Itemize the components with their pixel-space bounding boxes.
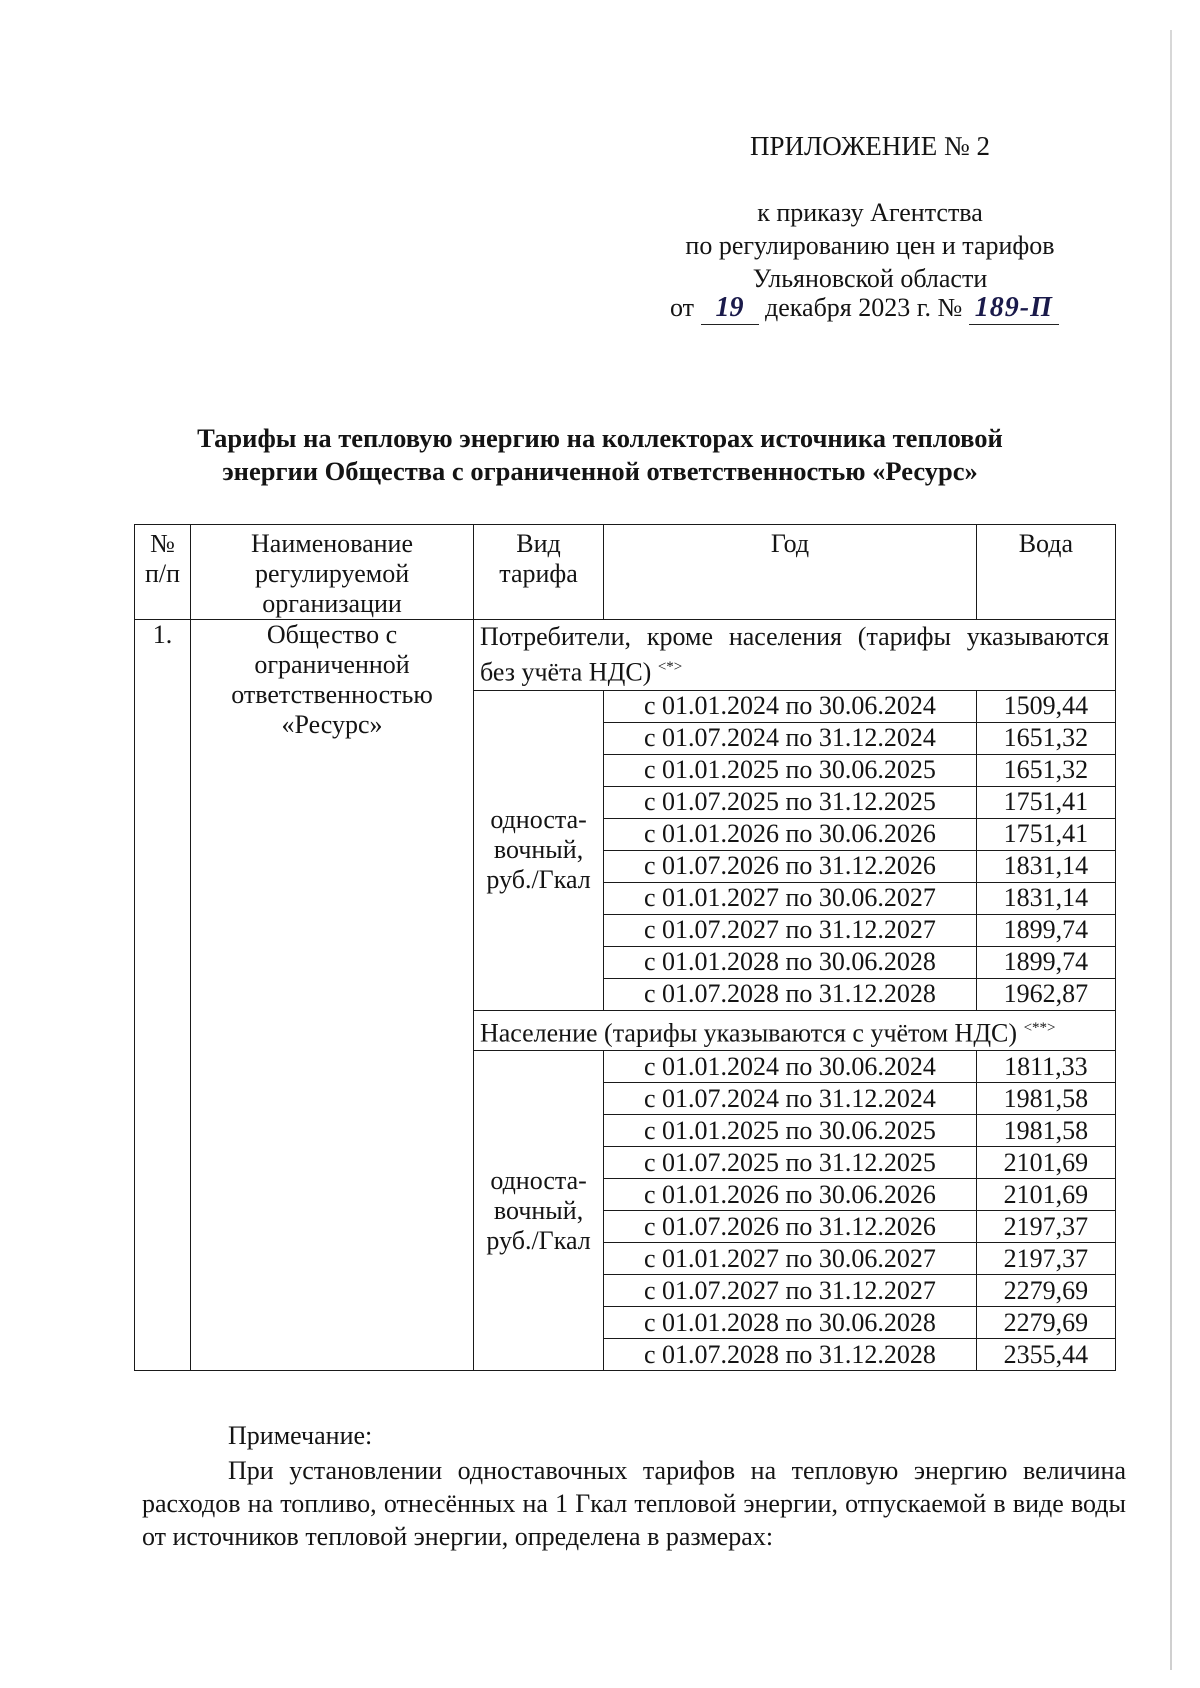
- order-reference-line-1: к приказу Агентства: [757, 198, 983, 227]
- period-cell: с 01.07.2024 по 31.12.2024: [604, 722, 977, 754]
- period-cell: с 01.07.2027 по 31.12.2027: [604, 914, 977, 946]
- group-label: [473, 1010, 1115, 1051]
- period-cell: с 01.01.2026 по 30.06.2026: [604, 1179, 977, 1211]
- tariff-value-cell: 2101,69: [976, 1147, 1115, 1179]
- table-header-row: [135, 525, 1116, 620]
- date-rest: декабря 2023 г. №: [765, 293, 963, 322]
- period-cell: с 01.01.2027 по 30.06.2027: [604, 882, 977, 914]
- period-cell: с 01.07.2026 по 31.12.2026: [604, 850, 977, 882]
- note-text: При установлении одноставочных тарифов на тепловую энергию величина расходов на топливо, отнесённых на 1 Гкал тепловой энергии, отпускаемой в виде воды от источников тепловой энергии, определена в размерах:: [142, 1456, 1126, 1551]
- period-cell: с 01.01.2024 по 30.06.2024: [604, 1051, 977, 1083]
- tariff-value-cell: 1962,87: [976, 978, 1115, 1010]
- tariff-value-cell: 1899,74: [976, 946, 1115, 978]
- group-label-text: Потребители, кроме населения (тарифы указываются без учёта НДС): [479, 622, 1109, 687]
- order-date-line: [670, 292, 1059, 325]
- tariff-value-cell: 1751,41: [976, 818, 1115, 850]
- table-body: [135, 620, 1116, 1371]
- order-reference: [660, 196, 1080, 295]
- tariff-type: односта-вочный, руб./Гкал: [473, 690, 603, 1010]
- period-cell: с 01.01.2025 по 30.06.2025: [604, 754, 977, 786]
- header-type: Вид тарифа: [473, 525, 603, 620]
- tariff-table: [134, 524, 1116, 1371]
- row-number: 1.: [135, 620, 191, 1371]
- tariff-value-cell: 2197,37: [976, 1243, 1115, 1275]
- tariff-value-cell: 1811,33: [976, 1051, 1115, 1083]
- tariff-value-cell: 1751,41: [976, 786, 1115, 818]
- tariff-value-cell: 2279,69: [976, 1307, 1115, 1339]
- period-cell: с 01.01.2025 по 30.06.2025: [604, 1115, 977, 1147]
- note-heading: Примечание:: [228, 1421, 373, 1450]
- organization-name: Общество с ограниченной ответственностью «Ресурс»: [191, 620, 474, 1371]
- footnote-mark: <*>: [657, 659, 683, 675]
- period-cell: с 01.01.2024 по 30.06.2024: [604, 690, 977, 722]
- group-label: [473, 620, 1115, 691]
- scan-edge-line: [1170, 30, 1172, 1670]
- period-cell: с 01.01.2028 по 30.06.2028: [604, 946, 977, 978]
- period-cell: с 01.07.2027 по 31.12.2027: [604, 1275, 977, 1307]
- footnote-mark: <**>: [1023, 1019, 1056, 1036]
- period-cell: с 01.07.2028 по 31.12.2028: [604, 978, 977, 1010]
- period-cell: с 01.07.2025 по 31.12.2025: [604, 786, 977, 818]
- period-cell: с 01.01.2027 по 30.06.2027: [604, 1243, 977, 1275]
- header-org: Наименование регулируемой организации: [191, 525, 474, 620]
- tariff-value-cell: 1899,74: [976, 914, 1115, 946]
- header-water: Вода: [976, 525, 1115, 620]
- tariff-value-cell: 1509,44: [976, 690, 1115, 722]
- order-reference-line-2: по регулированию цен и тарифов: [685, 231, 1055, 260]
- title-line-1: Тарифы на тепловую энергию на коллекторах источника тепловой: [197, 423, 1003, 453]
- tariff-value-cell: 2355,44: [976, 1339, 1115, 1371]
- tariff-value-cell: 1831,14: [976, 850, 1115, 882]
- period-cell: с 01.07.2024 по 31.12.2024: [604, 1083, 977, 1115]
- tariff-value-cell: 1651,32: [976, 754, 1115, 786]
- tariff-value-cell: 1651,32: [976, 722, 1115, 754]
- document-title: [130, 422, 1070, 488]
- appendix-heading: ПРИЛОЖЕНИЕ № 2: [749, 131, 991, 161]
- tariff-type: односта-вочный, руб./Гкал: [473, 1051, 603, 1371]
- date-prefix: от: [670, 293, 695, 322]
- period-cell: с 01.01.2028 по 30.06.2028: [604, 1307, 977, 1339]
- order-reference-line-3: Ульяновской области: [752, 264, 988, 293]
- group-row: [135, 620, 1116, 691]
- tariff-value-cell: 1831,14: [976, 882, 1115, 914]
- group-label-text: Население (тарифы указываются с учётом НДС): [479, 1018, 1018, 1048]
- tariff-value-cell: 2101,69: [976, 1179, 1115, 1211]
- tariff-value-cell: 2197,37: [976, 1211, 1115, 1243]
- period-cell: с 01.01.2026 по 30.06.2026: [604, 818, 977, 850]
- tariff-value-cell: 1981,58: [976, 1083, 1115, 1115]
- handwritten-day: 19: [701, 292, 759, 325]
- handwritten-order-number: 189-П: [969, 292, 1059, 325]
- header-num: № п/п: [135, 525, 191, 620]
- period-cell: с 01.07.2028 по 31.12.2028: [604, 1339, 977, 1371]
- tariff-value-cell: 1981,58: [976, 1115, 1115, 1147]
- title-line-2: энергии Общества с ограниченной ответственностью «Ресурс»: [222, 456, 978, 486]
- header-year: Год: [604, 525, 977, 620]
- tariff-value-cell: 2279,69: [976, 1275, 1115, 1307]
- period-cell: с 01.07.2026 по 31.12.2026: [604, 1211, 977, 1243]
- period-cell: с 01.07.2025 по 31.12.2025: [604, 1147, 977, 1179]
